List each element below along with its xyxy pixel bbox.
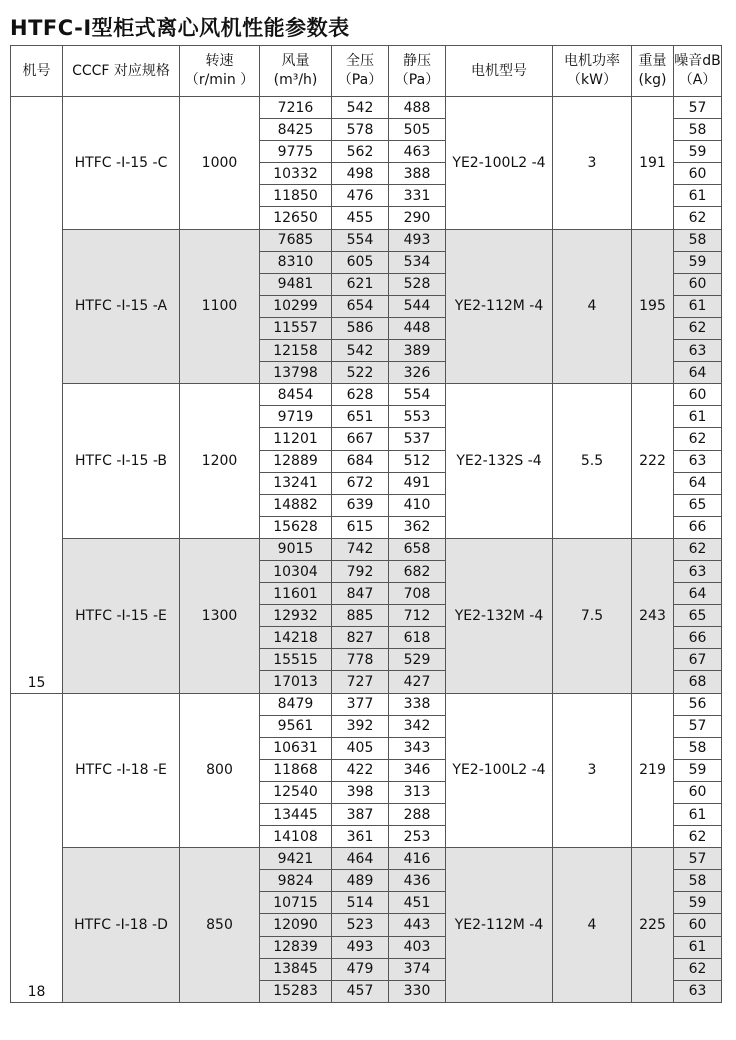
noise-cell: 58 — [674, 119, 722, 141]
total-pressure-cell: 361 — [332, 826, 389, 848]
table-row — [11, 384, 722, 406]
static-pressure-cell: 488 — [389, 97, 446, 119]
static-pressure-cell: 553 — [389, 406, 446, 428]
static-pressure-cell: 343 — [389, 737, 446, 759]
flow-cell: 10299 — [260, 295, 332, 317]
noise-cell: 61 — [674, 406, 722, 428]
flow-cell: 12158 — [260, 340, 332, 362]
performance-table — [10, 45, 722, 1003]
noise-cell: 58 — [674, 737, 722, 759]
model-cell: HTFC -Ⅰ-15 -C — [63, 97, 180, 230]
total-pressure-cell: 628 — [332, 384, 389, 406]
flow-cell: 12839 — [260, 936, 332, 958]
table-row — [11, 97, 722, 119]
motor-power-cell: 7.5 — [553, 538, 632, 693]
speed-cell: 850 — [180, 848, 260, 1003]
flow-cell: 9824 — [260, 870, 332, 892]
flow-cell: 12932 — [260, 605, 332, 627]
total-pressure-cell: 476 — [332, 185, 389, 207]
noise-cell: 60 — [674, 781, 722, 803]
noise-cell: 62 — [674, 538, 722, 560]
header-weight: 重量 (kg) — [632, 46, 674, 97]
header-machine-number: 机号 — [11, 46, 63, 97]
header-motor-power: 电机功率 （kW） — [553, 46, 632, 97]
motor-model-cell: YE2-100L2 -4 — [446, 97, 553, 230]
total-pressure-cell: 398 — [332, 781, 389, 803]
total-pressure-cell: 578 — [332, 119, 389, 141]
flow-cell: 17013 — [260, 671, 332, 693]
noise-cell: 56 — [674, 693, 722, 715]
noise-cell: 62 — [674, 317, 722, 339]
noise-cell: 64 — [674, 362, 722, 384]
speed-cell: 1300 — [180, 538, 260, 693]
static-pressure-cell: 443 — [389, 914, 446, 936]
total-pressure-cell: 684 — [332, 450, 389, 472]
total-pressure-cell: 885 — [332, 605, 389, 627]
motor-model-cell: YE2-132M -4 — [446, 538, 553, 693]
noise-cell: 58 — [674, 870, 722, 892]
total-pressure-cell: 778 — [332, 649, 389, 671]
static-pressure-cell: 330 — [389, 980, 446, 1002]
noise-cell: 63 — [674, 560, 722, 582]
total-pressure-cell: 464 — [332, 848, 389, 870]
header-flow: 风量 (m³/h) — [260, 46, 332, 97]
static-pressure-cell: 554 — [389, 384, 446, 406]
flow-cell: 9421 — [260, 848, 332, 870]
noise-cell: 63 — [674, 980, 722, 1002]
total-pressure-cell: 639 — [332, 494, 389, 516]
flow-cell: 13798 — [260, 362, 332, 384]
flow-cell: 13241 — [260, 472, 332, 494]
speed-cell: 1100 — [180, 229, 260, 384]
noise-cell: 62 — [674, 207, 722, 229]
total-pressure-cell: 621 — [332, 273, 389, 295]
flow-cell: 8310 — [260, 251, 332, 273]
flow-cell: 15628 — [260, 516, 332, 538]
table-row — [11, 229, 722, 251]
static-pressure-cell: 416 — [389, 848, 446, 870]
weight-cell: 191 — [632, 97, 674, 230]
motor-model-cell: YE2-112M -4 — [446, 848, 553, 1003]
motor-power-cell: 5.5 — [553, 384, 632, 539]
flow-cell: 15515 — [260, 649, 332, 671]
model-cell: HTFC -Ⅰ-15 -E — [63, 538, 180, 693]
header-noise: 噪音dB （A） — [674, 46, 722, 97]
flow-cell: 14108 — [260, 826, 332, 848]
noise-cell: 59 — [674, 251, 722, 273]
total-pressure-cell: 651 — [332, 406, 389, 428]
motor-model-cell: YE2-100L2 -4 — [446, 693, 553, 848]
static-pressure-cell: 346 — [389, 759, 446, 781]
motor-power-cell: 4 — [553, 848, 632, 1003]
model-cell: HTFC -Ⅰ-18 -E — [63, 693, 180, 848]
flow-cell: 8425 — [260, 119, 332, 141]
total-pressure-cell: 422 — [332, 759, 389, 781]
motor-power-cell: 4 — [553, 229, 632, 384]
flow-cell: 9015 — [260, 538, 332, 560]
total-pressure-cell: 479 — [332, 958, 389, 980]
flow-cell: 10715 — [260, 892, 332, 914]
static-pressure-cell: 374 — [389, 958, 446, 980]
flow-cell: 12090 — [260, 914, 332, 936]
machine-number-cell: 15 — [11, 97, 63, 694]
noise-cell: 59 — [674, 141, 722, 163]
noise-cell: 62 — [674, 826, 722, 848]
total-pressure-cell: 672 — [332, 472, 389, 494]
static-pressure-cell: 618 — [389, 627, 446, 649]
static-pressure-cell: 529 — [389, 649, 446, 671]
static-pressure-cell: 342 — [389, 715, 446, 737]
static-pressure-cell: 491 — [389, 472, 446, 494]
speed-cell: 1000 — [180, 97, 260, 230]
noise-cell: 63 — [674, 450, 722, 472]
static-pressure-cell: 410 — [389, 494, 446, 516]
total-pressure-cell: 489 — [332, 870, 389, 892]
flow-cell: 8454 — [260, 384, 332, 406]
static-pressure-cell: 331 — [389, 185, 446, 207]
flow-cell: 8479 — [260, 693, 332, 715]
total-pressure-cell: 827 — [332, 627, 389, 649]
static-pressure-cell: 388 — [389, 163, 446, 185]
flow-cell: 10332 — [260, 163, 332, 185]
total-pressure-cell: 654 — [332, 295, 389, 317]
noise-cell: 57 — [674, 848, 722, 870]
total-pressure-cell: 493 — [332, 936, 389, 958]
static-pressure-cell: 544 — [389, 295, 446, 317]
flow-cell: 13845 — [260, 958, 332, 980]
motor-model-cell: YE2-132S -4 — [446, 384, 553, 539]
noise-cell: 59 — [674, 892, 722, 914]
flow-cell: 9775 — [260, 141, 332, 163]
static-pressure-cell: 463 — [389, 141, 446, 163]
static-pressure-cell: 537 — [389, 428, 446, 450]
table-row — [11, 538, 722, 560]
static-pressure-cell: 505 — [389, 119, 446, 141]
page-title: HTFC-I型柜式离心风机性能参数表 — [10, 16, 350, 40]
static-pressure-cell: 712 — [389, 605, 446, 627]
flow-cell: 9561 — [260, 715, 332, 737]
noise-cell: 64 — [674, 583, 722, 605]
flow-cell: 15283 — [260, 980, 332, 1002]
total-pressure-cell: 562 — [332, 141, 389, 163]
noise-cell: 63 — [674, 340, 722, 362]
static-pressure-cell: 528 — [389, 273, 446, 295]
flow-cell: 9481 — [260, 273, 332, 295]
motor-power-cell: 3 — [553, 97, 632, 230]
weight-cell: 225 — [632, 848, 674, 1003]
motor-model-cell: YE2-112M -4 — [446, 229, 553, 384]
total-pressure-cell: 727 — [332, 671, 389, 693]
total-pressure-cell: 457 — [332, 980, 389, 1002]
static-pressure-cell: 290 — [389, 207, 446, 229]
total-pressure-cell: 498 — [332, 163, 389, 185]
model-cell: HTFC -Ⅰ-15 -A — [63, 229, 180, 384]
weight-cell: 219 — [632, 693, 674, 848]
flow-cell: 10631 — [260, 737, 332, 759]
flow-cell: 11850 — [260, 185, 332, 207]
static-pressure-cell: 313 — [389, 781, 446, 803]
static-pressure-cell: 326 — [389, 362, 446, 384]
noise-cell: 66 — [674, 516, 722, 538]
noise-cell: 59 — [674, 759, 722, 781]
static-pressure-cell: 682 — [389, 560, 446, 582]
static-pressure-cell: 451 — [389, 892, 446, 914]
total-pressure-cell: 523 — [332, 914, 389, 936]
header-model: CCCF 对应规格 — [63, 46, 180, 97]
total-pressure-cell: 742 — [332, 538, 389, 560]
noise-cell: 61 — [674, 804, 722, 826]
weight-cell: 243 — [632, 538, 674, 693]
speed-cell: 800 — [180, 693, 260, 848]
total-pressure-cell: 605 — [332, 251, 389, 273]
total-pressure-cell: 586 — [332, 317, 389, 339]
total-pressure-cell: 542 — [332, 340, 389, 362]
flow-cell: 11601 — [260, 583, 332, 605]
static-pressure-cell: 436 — [389, 870, 446, 892]
table-row — [11, 848, 722, 870]
noise-cell: 57 — [674, 715, 722, 737]
static-pressure-cell: 403 — [389, 936, 446, 958]
noise-cell: 67 — [674, 649, 722, 671]
model-cell: HTFC -Ⅰ-15 -B — [63, 384, 180, 539]
flow-cell: 14882 — [260, 494, 332, 516]
machine-number-cell: 18 — [11, 693, 63, 1002]
flow-cell: 12650 — [260, 207, 332, 229]
weight-cell: 222 — [632, 384, 674, 539]
total-pressure-cell: 392 — [332, 715, 389, 737]
noise-cell: 60 — [674, 384, 722, 406]
flow-cell: 12540 — [260, 781, 332, 803]
flow-cell: 13445 — [260, 804, 332, 826]
header-motor-model: 电机型号 — [446, 46, 553, 97]
flow-cell: 7685 — [260, 229, 332, 251]
static-pressure-cell: 534 — [389, 251, 446, 273]
static-pressure-cell: 708 — [389, 583, 446, 605]
header-static-pressure: 静压 （Pa） — [389, 46, 446, 97]
noise-cell: 57 — [674, 97, 722, 119]
static-pressure-cell: 288 — [389, 804, 446, 826]
noise-cell: 62 — [674, 428, 722, 450]
total-pressure-cell: 847 — [332, 583, 389, 605]
weight-cell: 195 — [632, 229, 674, 384]
noise-cell: 68 — [674, 671, 722, 693]
noise-cell: 64 — [674, 472, 722, 494]
flow-cell: 7216 — [260, 97, 332, 119]
total-pressure-cell: 615 — [332, 516, 389, 538]
noise-cell: 61 — [674, 185, 722, 207]
noise-cell: 65 — [674, 605, 722, 627]
noise-cell: 61 — [674, 936, 722, 958]
total-pressure-cell: 542 — [332, 97, 389, 119]
flow-cell: 10304 — [260, 560, 332, 582]
flow-cell: 11557 — [260, 317, 332, 339]
noise-cell: 58 — [674, 229, 722, 251]
table-header-row — [11, 46, 722, 97]
flow-cell: 14218 — [260, 627, 332, 649]
total-pressure-cell: 455 — [332, 207, 389, 229]
flow-cell: 9719 — [260, 406, 332, 428]
static-pressure-cell: 512 — [389, 450, 446, 472]
total-pressure-cell: 387 — [332, 804, 389, 826]
total-pressure-cell: 667 — [332, 428, 389, 450]
model-cell: HTFC -Ⅰ-18 -D — [63, 848, 180, 1003]
motor-power-cell: 3 — [553, 693, 632, 848]
flow-cell: 11868 — [260, 759, 332, 781]
noise-cell: 62 — [674, 958, 722, 980]
static-pressure-cell: 427 — [389, 671, 446, 693]
noise-cell: 65 — [674, 494, 722, 516]
flow-cell: 11201 — [260, 428, 332, 450]
noise-cell: 60 — [674, 914, 722, 936]
table-row — [11, 693, 722, 715]
speed-cell: 1200 — [180, 384, 260, 539]
header-total-pressure: 全压 （Pa） — [332, 46, 389, 97]
total-pressure-cell: 522 — [332, 362, 389, 384]
total-pressure-cell: 792 — [332, 560, 389, 582]
noise-cell: 66 — [674, 627, 722, 649]
noise-cell: 61 — [674, 295, 722, 317]
static-pressure-cell: 338 — [389, 693, 446, 715]
total-pressure-cell: 514 — [332, 892, 389, 914]
static-pressure-cell: 389 — [389, 340, 446, 362]
noise-cell: 60 — [674, 163, 722, 185]
static-pressure-cell: 362 — [389, 516, 446, 538]
static-pressure-cell: 253 — [389, 826, 446, 848]
noise-cell: 60 — [674, 273, 722, 295]
static-pressure-cell: 493 — [389, 229, 446, 251]
total-pressure-cell: 405 — [332, 737, 389, 759]
table-body — [11, 97, 722, 1003]
flow-cell: 12889 — [260, 450, 332, 472]
static-pressure-cell: 658 — [389, 538, 446, 560]
static-pressure-cell: 448 — [389, 317, 446, 339]
header-speed: 转速 （r/min ） — [180, 46, 260, 97]
total-pressure-cell: 377 — [332, 693, 389, 715]
total-pressure-cell: 554 — [332, 229, 389, 251]
